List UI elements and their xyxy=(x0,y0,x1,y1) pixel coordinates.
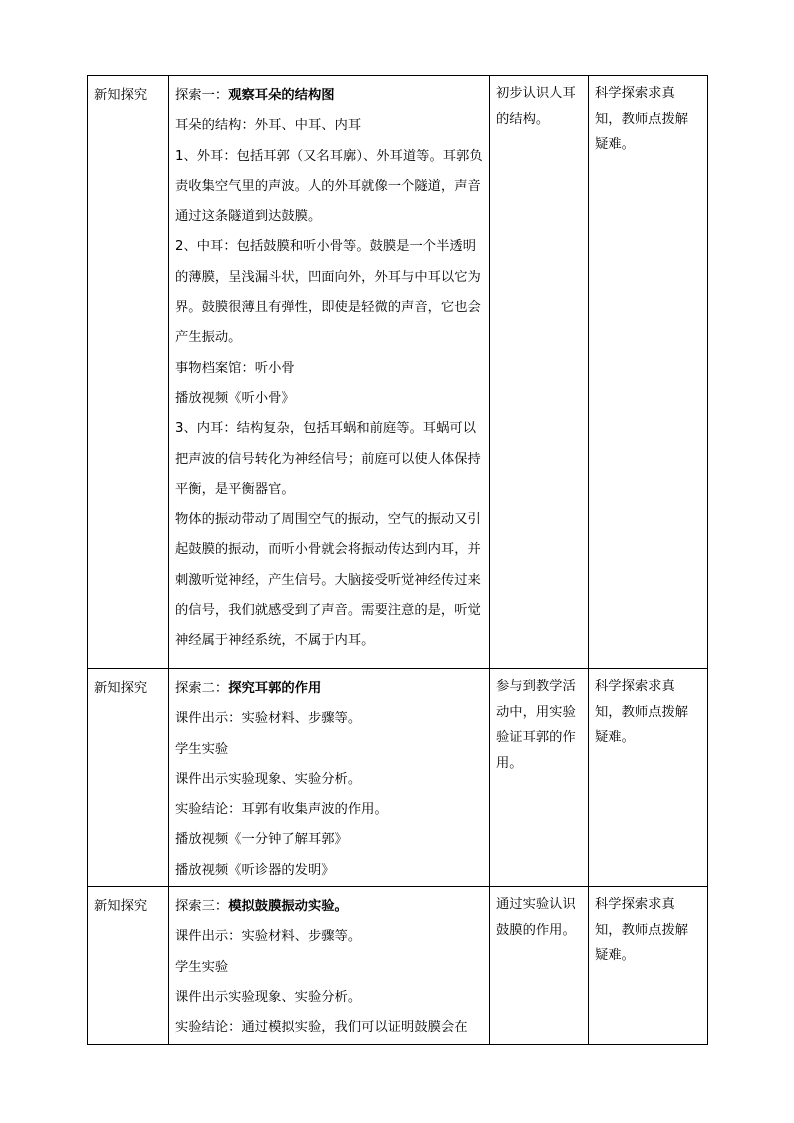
title-prefix: 探索二： xyxy=(175,681,229,696)
table-row xyxy=(88,76,708,669)
content-line: 课件出示：实验材料、步骤等。 xyxy=(175,711,362,727)
stage-cell: 新知探究 xyxy=(88,76,169,669)
goal-cell: 通过实验认识鼓膜的作用。 xyxy=(490,887,589,1044)
content-line: 物体的振动带动了周围空气的振动，空气的振动又引起鼓膜的振动，而听小骨就会将振动传达到内耳，并刺激听觉神经，产生信号。大脑接受听觉神经传过来的信号，我们就感受到了声音。需要注意的是，听觉神经属于神经系统，不属于内耳。 xyxy=(175,512,481,649)
table-row xyxy=(88,887,708,1044)
content-line: 课件出示：实验材料、步骤等。 xyxy=(175,929,362,945)
content-cell xyxy=(169,76,490,669)
section-title xyxy=(175,892,483,922)
content-line: 2、中耳：包括鼓膜和听小骨等。鼓膜是一个半透明的薄膜，呈浅漏斗状，凹面向外，外耳与中耳以它为界。鼓膜很薄且有弹性，即使是轻微的声音，它也会产生振动。 xyxy=(175,239,481,346)
content-line: 播放视频《听小骨》 xyxy=(175,390,295,406)
content-line: 学生实验 xyxy=(175,741,229,757)
title-bold: 探究耳郭的作用 xyxy=(228,681,322,696)
content-line: 播放视频《听诊器的发明》 xyxy=(175,862,335,878)
content-line: 实验结论：通过模拟实验，我们可以证明鼓膜会在 xyxy=(175,1020,468,1036)
method-cell: 科学探索求真知，教师点拨解疑难。 xyxy=(589,887,708,1044)
title-bold: 模拟鼓膜振动实验。 xyxy=(228,899,348,915)
content-line: 学生实验 xyxy=(175,959,229,975)
content-line: 事物档案馆：听小骨 xyxy=(175,360,295,376)
content-line: 课件出示实验现象、实验分析。 xyxy=(175,989,362,1005)
content-cell xyxy=(169,669,490,887)
table-row xyxy=(88,669,708,887)
content-line: 课件出示实验现象、实验分析。 xyxy=(175,771,362,787)
content-cell xyxy=(169,887,490,1044)
content-line: 1、外耳：包括耳郭（又名耳廓）、外耳道等。耳郭负责收集空气里的声波。人的外耳就像一个隧道，声音通过这条隧道到达鼓膜。 xyxy=(175,148,483,225)
stage-cell: 新知探究 xyxy=(88,669,169,887)
goal-cell: 参与到教学活动中，用实验验证耳郭的作用。 xyxy=(490,669,589,887)
content-line: 实验结论：耳郭有收集声波的作用。 xyxy=(175,802,388,818)
method-cell: 科学探索求真知，教师点拨解疑难。 xyxy=(589,669,708,887)
content-line: 3、内耳：结构复杂，包括耳蜗和前庭等。耳蜗可以把声波的信号转化为神经信号；前庭可以使人体保持平衡，是平衡器官。 xyxy=(175,421,481,497)
title-prefix: 探索一： xyxy=(175,88,229,103)
content-line: 耳朵的结构：外耳、中耳、内耳 xyxy=(175,118,362,134)
lesson-plan-table xyxy=(87,75,708,1045)
section-title xyxy=(175,81,483,111)
content-line: 播放视频《一分钟了解耳郭》 xyxy=(175,832,348,848)
stage-cell: 新知探究 xyxy=(88,887,169,1044)
title-prefix: 探索三： xyxy=(175,899,229,915)
goal-cell: 初步认识人耳的结构。 xyxy=(490,76,589,669)
section-title xyxy=(175,674,483,704)
title-bold: 观察耳朵的结构图 xyxy=(228,88,335,103)
method-cell: 科学探索求真知，教师点拨解疑难。 xyxy=(589,76,708,669)
